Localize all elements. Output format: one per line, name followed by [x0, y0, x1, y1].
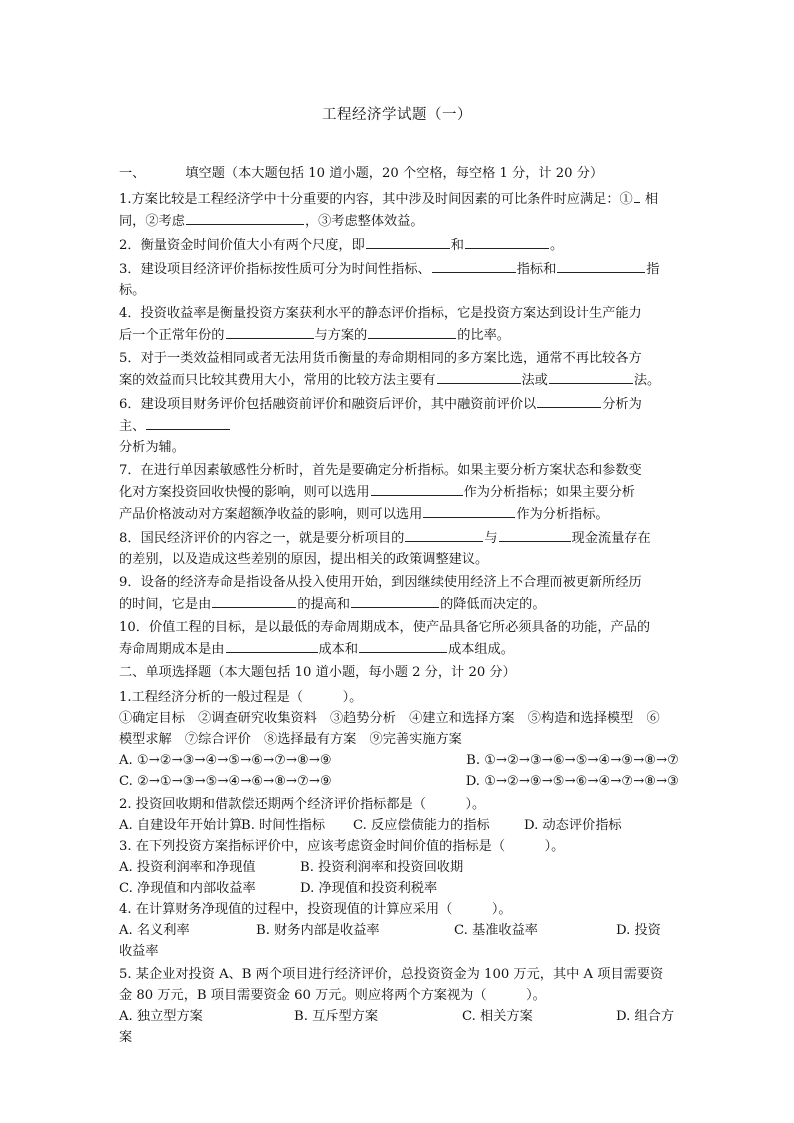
fill-q7-text-c: 作为分析指标；如果主要分析 [463, 485, 635, 500]
fill-q5-blank-2[interactable] [549, 369, 633, 384]
fill-q6-blank-2[interactable] [146, 415, 230, 430]
fill-q2-text-a: 2．衡量资金时间价值大小有两个尺度，即 [119, 238, 365, 253]
choice-q4-option-d-cont: 收益率 [119, 944, 159, 959]
choice-q3-option-a[interactable]: A. 投资利润率和净现值 [119, 860, 256, 875]
choice-question-5-stem-1: 5. 某企业对投资 A、B 两个项目进行经济评价，总投资资金为 100 万元，其中 A 项目需要资 [119, 967, 664, 982]
choice-q1-option-c[interactable]: C. ②→①→③→⑤→④→⑥→⑧→⑦→⑨ [119, 774, 332, 789]
fill-q10-blank-1[interactable] [226, 638, 318, 653]
fill-question-4 [119, 303, 681, 346]
fill-question-8 [119, 527, 681, 570]
choice-q2-option-d[interactable]: D. 动态评价指标 [524, 818, 622, 833]
choice-q2-options [119, 815, 681, 836]
fill-question-5 [119, 348, 681, 391]
fill-q6-text-c: 主、 [119, 419, 146, 434]
section1-heading-num: 一、 [119, 166, 146, 181]
section1-heading [119, 163, 681, 184]
choice-q5-option-b[interactable]: B. 互斥型方案 [294, 1009, 379, 1024]
fill-q9-blank-1[interactable] [212, 593, 296, 608]
choice-q1-option-b[interactable]: B. ①→②→③→⑥→⑤→④→⑨→⑧→⑦ [466, 753, 679, 768]
choice-q3-option-d[interactable]: D. 净现值和投资利税率 [300, 881, 438, 896]
choice-question-3-stem: 3. 在下列投资方案指标评价中，应该考虑资金时间价值的指标是（ ）。 [119, 839, 565, 854]
fill-q8-text-c: 现金流量存在 [571, 531, 651, 546]
fill-q6-text-a: 6．建设项目财务评价包括融资前评价和融资后评价，其中融资前评价以 [119, 397, 537, 412]
choice-q3-options-row-1 [119, 857, 681, 878]
fill-q7-blank-1[interactable] [371, 481, 463, 496]
choice-question-4-stem: 4. 在计算财务净现值的过程中，投资现值的计算应采用（ ）。 [119, 902, 512, 917]
fill-q5-text-d: 法。 [633, 373, 661, 388]
choice-q1-options-row-2 [119, 771, 681, 792]
choice-q5-option-d[interactable]: D. 组合方 [616, 1009, 675, 1024]
fill-q3-text-d: 标。 [119, 283, 146, 298]
fill-q10-text-b: 寿命周期成本是由 [119, 642, 225, 657]
fill-question-3 [119, 258, 681, 301]
fill-question-10 [119, 617, 681, 660]
choice-q1-steps-line-1: ①确定目标 ②调查研究收集资料 ③趋势分析 ④建立和选择方案 ⑤构造和选择模型 ⑥ [119, 711, 660, 726]
fill-q2-blank-1[interactable] [366, 234, 450, 249]
fill-q7-blank-2[interactable] [423, 503, 515, 518]
fill-q9-blank-2[interactable] [351, 593, 439, 608]
fill-q3-text-c: 指 [646, 262, 660, 277]
fill-q5-blank-1[interactable] [437, 369, 521, 384]
choice-q3-options-row-2 [119, 878, 681, 899]
fill-q4-text-a: 4．投资收益率是衡量投资方案获利水平的静态评价指标，它是投资方案达到设计生产能力 [119, 306, 642, 321]
choice-q1-options-row-1 [119, 750, 681, 771]
fill-q5-text-c: 法或 [521, 373, 548, 388]
fill-q5-text-a: 5．对于一类效益相同或者无法用货币衡量的寿命期相同的多方案比选，通常不再比较各方 [119, 351, 642, 366]
fill-q7-text-a: 7．在进行单因素敏感性分析时，首先是要确定分析指标。如果主要分析方案状态和参数变 [119, 463, 642, 478]
fill-q4-blank-1[interactable] [226, 324, 314, 339]
fill-q2-blank-2[interactable] [465, 234, 549, 249]
fill-q10-text-a: 10．价值工程的目标，是以最低的寿命周期成本，使产品具备它所必须具备的功能，产品的 [119, 620, 651, 635]
fill-q1-text-a: 1.方案比较是工程经济学中十分重要的内容，其中涉及时间因素的可比条件时应满足：① [119, 192, 633, 207]
exam-content [119, 163, 681, 1048]
section2-heading: 二、单项选择题（本大题包括 10 道小题，每小题 2 分，计 20 分） [119, 665, 516, 680]
fill-question-9 [119, 572, 681, 615]
choice-question-2-stem: 2. 投资回收期和借款偿还期两个经济评价指标都是（ ）。 [119, 797, 486, 812]
fill-q1-blank-1[interactable] [634, 188, 640, 203]
fill-q9-text-c: 的提高和 [297, 597, 351, 612]
fill-q4-text-c: 与方案的 [314, 328, 368, 343]
fill-question-7 [119, 460, 681, 525]
fill-q3-blank-2[interactable] [557, 258, 645, 273]
fill-q2-text-c: 。 [549, 238, 564, 253]
fill-q8-text-b: 与 [484, 531, 498, 546]
fill-q7-text-e: 作为分析指标。 [516, 507, 609, 522]
choice-q4-option-b[interactable]: B. 财务内部是收益率 [256, 923, 380, 938]
choice-question-5-stem-2: 金 80 万元，B 项目需要资金 60 万元。则应将两个方案视为（ ）。 [119, 988, 546, 1003]
fill-q8-text-d: 的差别，以及造成这些差别的原因，提出相关的政策调整建议。 [119, 552, 489, 567]
fill-q4-text-d: 的比率。 [457, 328, 510, 343]
choice-q2-option-b[interactable]: B. 时间性指标 [241, 818, 326, 833]
fill-q6-text-d: 分析为辅。 [119, 440, 185, 455]
fill-q7-text-d: 产品价格波动对方案超额净收益的影响，则可以选用 [119, 507, 423, 522]
fill-q5-text-b: 案的效益而只比较其费用大小，常用的比较方法主要有 [119, 373, 436, 388]
page-title: 工程经济学试题（一） [322, 107, 472, 123]
fill-q10-text-d: 成本组成。 [448, 642, 514, 657]
fill-question-1 [119, 188, 681, 232]
choice-q4-option-d[interactable]: D. 投资 [616, 923, 661, 938]
fill-q9-text-b: 的时间，它是由 [119, 597, 212, 612]
choice-q5-option-d-cont: 案 [119, 1030, 133, 1045]
choice-question-1-stem: 1.工程经济分析的一般过程是（ ）。 [119, 690, 363, 705]
fill-question-2 [119, 234, 681, 256]
fill-q6-blank-1[interactable] [537, 393, 601, 408]
choice-q3-option-b[interactable]: B. 投资利润率和投资回收期 [300, 860, 464, 875]
fill-q1-text-c: ，③考虑整体效益。 [304, 214, 424, 229]
choice-q4-option-a[interactable]: A. 名义利率 [119, 923, 190, 938]
section1-heading-text: 填空题（本大题包括 10 道小题，20 个空格，每空格 1 分，计 20 分） [185, 166, 604, 181]
fill-q6-text-b: 分析为 [602, 397, 642, 412]
fill-q1-text-b: 相同，②考虑 [119, 192, 659, 229]
fill-q4-blank-2[interactable] [368, 324, 456, 339]
fill-q9-text-d: 的降低而决定的。 [440, 597, 546, 612]
choice-q2-option-a[interactable]: A. 自建设年开始计算 [119, 818, 243, 833]
fill-q4-text-b: 后一个正常年份的 [119, 328, 225, 343]
choice-q1-option-d[interactable]: D. ①→②→⑨→⑤→⑥→④→⑦→⑧→③ [465, 774, 679, 789]
choice-q4-option-c[interactable]: C. 基准收益率 [454, 923, 538, 938]
fill-q8-text-a: 8．国民经济评价的内容之一，就是要分析项目的 [119, 531, 405, 546]
fill-q2-text-b: 和 [450, 238, 464, 253]
fill-q10-text-c: 成本和 [318, 642, 359, 657]
fill-q8-blank-1[interactable] [405, 527, 483, 542]
fill-question-6 [119, 393, 681, 458]
choice-q5-option-c[interactable]: C. 相关方案 [462, 1009, 533, 1024]
fill-q3-text-b: 指标和 [516, 262, 557, 277]
choice-q1-option-a[interactable]: A. ①→②→③→④→⑤→⑥→⑦→⑧→⑨ [119, 753, 332, 768]
choice-q3-option-c[interactable]: C. 净现值和内部收益率 [119, 881, 256, 896]
choice-q2-option-c[interactable]: C. 反应偿债能力的指标 [353, 818, 490, 833]
choice-q4-options [119, 920, 681, 941]
choice-q5-option-a[interactable]: A. 独立型方案 [119, 1009, 203, 1024]
fill-q3-text-a: 3．建设项目经济评价指标按性质可分为时间性指标、 [119, 262, 431, 277]
fill-q10-blank-2[interactable] [359, 638, 447, 653]
fill-q9-text-a: 9．设备的经济寿命是指设备从投入使用开始，到因继续使用经济上不合理而被更新所经历 [119, 575, 642, 590]
fill-q7-text-b: 化对方案投资回收快慢的影响，则可以选用 [119, 485, 370, 500]
fill-q8-blank-2[interactable] [499, 527, 571, 542]
choice-q5-options [119, 1006, 681, 1027]
choice-q1-steps-line-2: 模型求解 ⑦综合评价 ⑧选择最有方案 ⑨完善实施方案 [119, 732, 462, 747]
fill-q1-blank-2[interactable] [186, 210, 304, 225]
fill-q3-blank-1[interactable] [432, 258, 516, 273]
